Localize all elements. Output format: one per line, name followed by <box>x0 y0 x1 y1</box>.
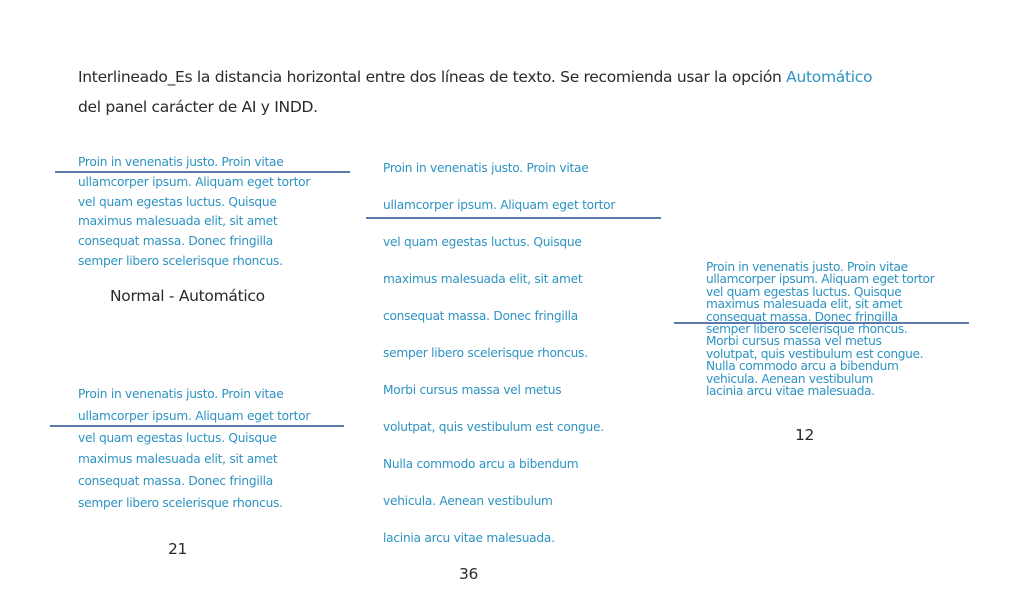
sample-line: lacinia arcu vitae malesuada. <box>383 531 555 545</box>
sample-line: semper libero scelerisque rhoncus. <box>706 322 908 337</box>
sample-line: vehicula. Aenean vestibulum <box>706 371 873 386</box>
intro-paragraph <box>78 62 978 122</box>
sample-line: ullamcorper ipsum. Aliquam eget tortor <box>78 174 311 189</box>
sample-line: lacinia arcu vitae malesuada. <box>706 384 875 399</box>
sample-line: consequat massa. Donec fringilla <box>78 234 273 249</box>
sample-line: maximus malesuada elit, sit amet <box>706 297 903 312</box>
sample-line: maximus malesuada elit, sit amet <box>78 452 278 467</box>
sample-36-text <box>383 150 615 557</box>
baseline-rule-normal <box>55 171 350 173</box>
sample-line: Nulla commodo arcu a bibendum <box>706 359 899 374</box>
sample-line: Proin in venenatis justo. Proin vitae <box>78 155 284 169</box>
sample-line: Proin in venenatis justo. Proin vitae <box>706 260 908 274</box>
sample-12-text <box>706 261 934 397</box>
sample-line: vel quam egestas luctus. Quisque <box>706 284 902 299</box>
sample-line: semper libero scelerisque rhoncus. <box>78 495 283 510</box>
sample-line: vel quam egestas luctus. Quisque <box>78 194 277 209</box>
caption-21: 21 <box>168 540 188 558</box>
sample-line: Proin in venenatis justo. Proin vitae <box>78 387 284 401</box>
sample-line: vel quam egestas luctus. Quisque <box>78 430 277 445</box>
sample-line: ullamcorper ipsum. Aliquam eget tortor <box>78 408 311 423</box>
sample-line: ullamcorper ipsum. Aliquam eget tortor <box>706 272 935 287</box>
sample-line: maximus malesuada elit, sit amet <box>78 214 278 229</box>
intro-accent-word: Automático <box>786 68 873 86</box>
sample-line: Proin in venenatis justo. Proin vitae <box>383 161 589 175</box>
intro-text-after: del panel carácter de AI y INDD. <box>78 98 318 116</box>
sample-line: consequat massa. Donec fringilla <box>706 309 898 324</box>
sample-line: volutpat, quis vestibulum est congue. <box>706 346 924 361</box>
sample-line: semper libero scelerisque rhoncus. <box>383 346 588 360</box>
sample-line: vehicula. Aenean vestibulum <box>383 494 553 508</box>
sample-line: maximus malesuada elit, sit amet <box>383 272 583 286</box>
baseline-rule-36 <box>366 217 661 219</box>
sample-line: vel quam egestas luctus. Quisque <box>383 235 582 249</box>
sample-line: Morbi cursus massa vel metus <box>383 383 562 397</box>
baseline-rule-12 <box>674 322 969 324</box>
sample-line: consequat massa. Donec fringilla <box>78 474 273 489</box>
sample-line: ullamcorper ipsum. Aliquam eget tortor <box>383 198 616 212</box>
caption-36: 36 <box>459 565 479 583</box>
caption-12: 12 <box>795 426 815 444</box>
sample-line: Nulla commodo arcu a bibendum <box>383 457 579 471</box>
sample-line: Morbi cursus massa vel metus <box>706 334 882 349</box>
caption-normal: Normal - Automático <box>110 287 265 305</box>
sample-21-text <box>78 384 310 515</box>
baseline-rule-21 <box>50 425 344 427</box>
sample-line: semper libero scelerisque rhoncus. <box>78 253 283 268</box>
sample-line: volutpat, quis vestibulum est congue. <box>383 420 604 434</box>
intro-text-before: Interlineado_Es la distancia horizontal entre dos líneas de texto. Se recomienda usar la opción <box>78 68 787 86</box>
sample-line: consequat massa. Donec fringilla <box>383 309 578 323</box>
